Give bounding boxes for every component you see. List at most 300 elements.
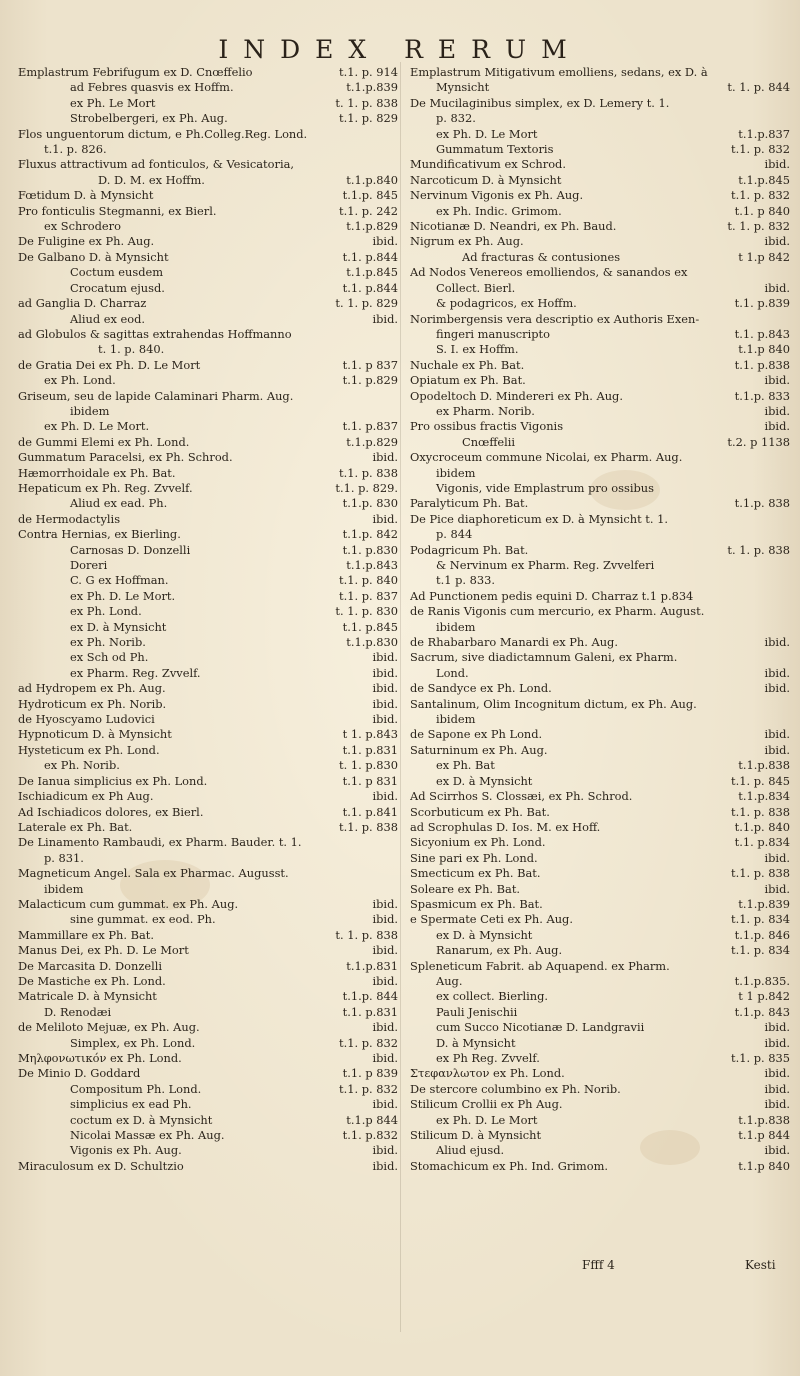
index-entry: [410, 897, 790, 912]
index-entry: [18, 204, 398, 219]
entry-page-reference: t.1. p. 835: [731, 1051, 790, 1065]
entry-name: D. à Mynsicht: [436, 1035, 516, 1050]
index-entry: [18, 851, 398, 866]
entry-name: ex Ph. D. Le Mort.: [44, 419, 150, 434]
entry-name: Flos unguentorum dictum, e Ph.Colleg.Reg. Lond.: [18, 126, 308, 141]
entry-name: Aliud ex ead. Ph.: [70, 496, 168, 511]
index-entry: [410, 173, 790, 188]
index-entry: [18, 774, 398, 789]
entry-page-reference: [394, 342, 398, 357]
entry-name: Hæmorrhoidale ex Ph. Bat.: [18, 465, 176, 480]
entry-name: de Hermodactylis: [18, 511, 121, 526]
index-entry: [18, 250, 398, 265]
index-entry: [410, 234, 790, 249]
entry-page-reference: [786, 650, 790, 665]
entry-page-reference: ibid.: [764, 1143, 790, 1158]
index-entry: [18, 96, 398, 111]
index-entry: [18, 1128, 398, 1143]
index-entry: [18, 1066, 398, 1081]
entry-page-reference: t. 1. p.830: [339, 758, 398, 773]
index-entry: [18, 1159, 398, 1174]
index-entry: [18, 1113, 398, 1128]
entry-name: Laterale ex Ph. Bat.: [18, 819, 133, 834]
entry-name: De stercore columbino ex Ph. Norib.: [410, 1081, 621, 1096]
index-entry: [18, 589, 398, 604]
entry-page-reference: [786, 589, 790, 604]
entry-page-reference: [394, 327, 398, 342]
index-entry: [410, 1051, 790, 1066]
entry-name: de Gummi Elemi ex Ph. Lond.: [18, 434, 190, 449]
index-entry: [18, 1005, 398, 1020]
index-entry: [18, 743, 398, 758]
entry-page-reference: [786, 450, 790, 465]
index-entry: [410, 1036, 790, 1051]
entry-name: de Meliloto Mejuæ, ex Ph. Aug.: [18, 1020, 200, 1035]
entry-name: Nervinum Vigonis ex Ph. Aug.: [410, 188, 584, 203]
index-entry: [18, 912, 398, 927]
entry-name: Hysteticum ex Ph. Lond.: [18, 742, 160, 757]
index-entry: [410, 358, 790, 373]
index-entry: [410, 928, 790, 943]
entry-name: Ad fracturas & contusiones: [462, 249, 621, 264]
entry-name: coctum ex D. à Mynsicht: [70, 1112, 213, 1127]
entry-name: S. I. ex Hoffm.: [436, 342, 519, 357]
entry-name: Vigonis, vide Emplastrum pro ossibus: [436, 480, 654, 495]
entry-page-reference: t.1. p. 838: [339, 819, 398, 834]
entry-page-reference: t.1. p 839: [342, 1066, 398, 1081]
entry-page-reference: ibid.: [764, 850, 790, 865]
page-title: INDEX RERUM: [218, 35, 582, 64]
entry-page-reference: [786, 697, 790, 712]
entry-name: Malacticum cum gummat. ex Ph. Aug.: [18, 896, 239, 911]
index-entry: [18, 805, 398, 820]
entry-page-reference: t.1. p.843: [734, 326, 790, 341]
index-entry: [410, 589, 790, 604]
entry-page-reference: ibid.: [372, 665, 398, 680]
entry-name: de Hyoscyamo Ludovici: [18, 712, 155, 727]
entry-name: ex Pharm. Norib.: [436, 403, 535, 418]
entry-page-reference: t.1. p. 829.: [335, 480, 398, 495]
entry-page-reference: t.1. p. 834: [731, 912, 790, 927]
entry-page-reference: t. 1. p. 844: [727, 80, 790, 95]
entry-name: Sine pari ex Ph. Lond.: [410, 850, 538, 865]
entry-name: Stilicum Crollii ex Ph Aug.: [410, 1097, 563, 1112]
entry-page-reference: t 1 p.842: [738, 989, 790, 1004]
entry-page-reference: t. 1. p. 838: [335, 95, 398, 110]
entry-name: Nicolai Massæ ex Ph. Aug.: [70, 1128, 225, 1143]
entry-page-reference: t.1. p. 837: [339, 588, 398, 603]
entry-page-reference: t.1. p.839: [734, 296, 790, 311]
entry-name: C. G ex Hoffman.: [70, 573, 169, 588]
entry-page-reference: ibid.: [764, 280, 790, 295]
index-entry: [18, 127, 398, 142]
entry-page-reference: ibid.: [372, 1158, 398, 1173]
index-entry: [18, 157, 398, 172]
entry-name: Matricale D. à Mynsicht: [18, 989, 157, 1004]
index-entry: [410, 1005, 790, 1020]
entry-page-reference: t.1. p.829: [342, 373, 398, 388]
index-entry: [410, 1113, 790, 1128]
entry-page-reference: t.1. p. 845: [731, 773, 790, 788]
entry-name: Carnosas D. Donzelli: [70, 542, 191, 557]
index-entry: [410, 697, 790, 712]
entry-page-reference: ibid.: [764, 681, 790, 696]
index-entry: [18, 959, 398, 974]
entry-page-reference: ibid.: [764, 1066, 790, 1081]
index-entry: [410, 989, 790, 1004]
index-entry: [410, 111, 790, 126]
index-entry: [18, 1097, 398, 1112]
entry-page-reference: ibid.: [372, 1097, 398, 1112]
index-entry: [410, 1082, 790, 1097]
entry-page-reference: t.1. p.830: [342, 542, 398, 557]
entry-page-reference: t.1. p.838: [734, 357, 790, 372]
index-entry: [18, 373, 398, 388]
index-entry: [410, 527, 790, 542]
index-entry: [410, 758, 790, 773]
index-entry: [410, 373, 790, 388]
entry-page-reference: ibid.: [764, 727, 790, 742]
entry-name: de Ranis Vigonis cum mercurio, ex Pharm. August.: [410, 604, 705, 619]
entry-name: Emplastrum Febrifugum ex D. Cnœffelio: [18, 65, 253, 79]
index-entry: [410, 265, 790, 280]
entry-name: ad Febres quasvis ex Hoffm.: [70, 80, 234, 95]
entry-name: Sicyonium ex Ph. Lond.: [410, 835, 546, 850]
entry-page-reference: t.1. p.834: [734, 835, 790, 850]
entry-name: Fluxus attractivum ad fonticulos, & Vesicatoria,: [18, 157, 294, 172]
entry-name: De Marcasita D. Donzelli: [18, 958, 163, 973]
index-entry: [410, 573, 790, 588]
entry-name: Ischiadicum ex Ph Aug.: [18, 789, 154, 804]
index-entry: [410, 851, 790, 866]
entry-name: ex Ph. Indic. Grimom.: [436, 203, 562, 218]
entry-name: De Fuligine ex Ph. Aug.: [18, 234, 155, 249]
entry-page-reference: ibid.: [372, 1020, 398, 1035]
index-entry: [18, 327, 398, 342]
entry-name: sine gummat. ex eod. Ph.: [70, 912, 216, 927]
entry-name: de Gratia Dei ex Ph. D. Le Mort: [18, 357, 201, 372]
entry-page-reference: [394, 866, 398, 881]
index-entry: [18, 234, 398, 249]
entry-name: Narcoticum D. à Mynsicht: [410, 172, 562, 187]
entry-name: ex Ph. Lond.: [70, 604, 142, 619]
index-entry: [18, 727, 398, 742]
entry-name: Nicotianæ D. Neandri, ex Ph. Baud.: [410, 219, 617, 234]
entry-name: ex Sch od Ph.: [70, 650, 149, 665]
entry-name: Opiatum ex Ph. Bat.: [410, 373, 526, 388]
entry-name: Ad Ischiadicos dolores, ex Bierl.: [18, 804, 204, 819]
entry-page-reference: ibid.: [764, 1035, 790, 1050]
entry-page-reference: ibid.: [372, 1051, 398, 1065]
entry-page-reference: [786, 712, 790, 727]
index-entry: [410, 743, 790, 758]
entry-name: Spleneticum Fabrit. ab Aquapend. ex Pharm.: [410, 958, 670, 973]
entry-name: Spasmicum ex Ph. Bat.: [410, 896, 543, 911]
entry-name: Miraculosum ex D. Schultzio: [18, 1158, 184, 1173]
entry-name: t.1. p. 826.: [44, 142, 107, 157]
entry-name: ibidem: [70, 403, 110, 418]
entry-name: & podagricos, ex Hoffm.: [436, 296, 577, 311]
index-entry: [410, 974, 790, 989]
entry-name: ibidem: [436, 619, 476, 634]
entry-name: Hydroticum ex Ph. Norib.: [18, 696, 167, 711]
index-entry: [18, 358, 398, 373]
entry-name: Collect. Bierl.: [436, 280, 516, 295]
entry-page-reference: t.1.p.834: [738, 789, 790, 804]
index-entry: [18, 188, 398, 203]
index-entry: [18, 866, 398, 881]
entry-name: De Minio D. Goddard: [18, 1066, 141, 1081]
entry-name: ibidem: [436, 465, 476, 480]
entry-page-reference: t.1.p. 843: [734, 1004, 790, 1019]
entry-name: Στεφανλωτον ex Ph. Lond.: [410, 1066, 565, 1081]
entry-name: Ad Scirrhos S. Clossæi, ex Ph. Schrod.: [410, 789, 633, 804]
entry-page-reference: t.1.p.838: [738, 1112, 790, 1127]
index-entry: [410, 835, 790, 850]
entry-name: ex D. à Mynsicht: [436, 773, 533, 788]
entry-page-reference: ibid.: [372, 234, 398, 249]
entry-page-reference: t.1.p.830: [346, 635, 398, 650]
index-entry: [18, 712, 398, 727]
index-entry: [410, 142, 790, 157]
entry-page-reference: t 1.p 842: [738, 249, 790, 264]
entry-page-reference: t.1.p. 833: [734, 388, 790, 403]
index-entry: [410, 543, 790, 558]
entry-page-reference: ibid.: [764, 373, 790, 388]
entry-page-reference: t.1.p.840: [346, 172, 398, 187]
entry-name: p. 831.: [44, 850, 84, 865]
index-entry: [410, 435, 790, 450]
entry-name: Coctum eusdem: [70, 265, 164, 280]
index-entry: [410, 312, 790, 327]
entry-name: ex D. à Mynsicht: [70, 619, 167, 634]
entry-page-reference: ibid.: [764, 1081, 790, 1096]
entry-page-reference: [786, 312, 790, 327]
index-entry: [18, 173, 398, 188]
entry-name: De Pice diaphoreticum ex D. à Mynsicht t. 1.: [410, 511, 668, 526]
entry-name: Emplastrum Mitigativum emolliens, sedans, ex D. à: [410, 65, 708, 79]
entry-page-reference: t.1. p. 832: [339, 1081, 398, 1096]
entry-name: Pauli Jenischii: [436, 1004, 518, 1019]
entry-page-reference: ibid.: [764, 234, 790, 249]
index-entry: [410, 866, 790, 881]
entry-page-reference: t. 1. p. 829: [335, 296, 398, 311]
entry-page-reference: [394, 835, 398, 850]
entry-page-reference: t.1.p.831: [346, 958, 398, 973]
index-entry: [18, 1143, 398, 1158]
entry-name: Nigrum ex Ph. Aug.: [410, 234, 524, 249]
entry-name: ex Ph. D. Le Mort: [436, 1112, 538, 1127]
entry-page-reference: t.1. p.844: [342, 280, 398, 295]
entry-name: Strobelbergeri, ex Ph. Aug.: [70, 111, 228, 126]
index-entry: [410, 666, 790, 681]
index-entry: [410, 1020, 790, 1035]
index-entry: [18, 404, 398, 419]
index-entry: [18, 219, 398, 234]
entry-page-reference: t.1. p. 840: [339, 573, 398, 588]
entry-page-reference: ibid.: [764, 419, 790, 434]
index-entry: [18, 882, 398, 897]
entry-name: p. 844: [436, 527, 473, 542]
entry-name: De Linamento Rambaudi, ex Pharm. Bauder. t. 1.: [18, 835, 302, 850]
entry-page-reference: t.1. p. 832: [731, 142, 790, 157]
entry-name: Griseum, seu de lapide Calaminari Pharm. Aug.: [18, 388, 294, 403]
entry-name: De Mastiche ex Ph. Lond.: [18, 973, 166, 988]
index-entry: [18, 604, 398, 619]
index-entry: [410, 650, 790, 665]
index-entry: [410, 727, 790, 742]
entry-page-reference: t.1. p 831: [342, 773, 398, 788]
entry-page-reference: [394, 127, 398, 142]
entry-page-reference: [394, 157, 398, 172]
index-entry: [18, 666, 398, 681]
entry-name: ex Ph. Le Mort: [70, 95, 156, 110]
index-entry: [18, 111, 398, 126]
index-entry: [410, 805, 790, 820]
index-entry: [18, 697, 398, 712]
entry-page-reference: [786, 265, 790, 280]
entry-page-reference: ibid.: [372, 681, 398, 696]
entry-page-reference: t.1.p.845: [346, 265, 398, 280]
entry-page-reference: t.1. p. 832: [731, 188, 790, 203]
entry-name: Pro ossibus fractis Vigonis: [410, 419, 564, 434]
entry-name: Mundificativum ex Schrod.: [410, 157, 566, 172]
entry-page-reference: t.1.p.835.: [734, 973, 790, 988]
entry-name: Μηλφονωτικόν ex Ph. Lond.: [18, 1051, 182, 1065]
entry-page-reference: t.1. p.832: [342, 1128, 398, 1143]
index-entry: [410, 204, 790, 219]
entry-name: Cnœffelii: [462, 434, 516, 449]
entry-name: simplicius ex ead Ph.: [70, 1097, 192, 1112]
index-entry: [18, 835, 398, 850]
index-entry: [18, 296, 398, 311]
entry-page-reference: t.1.p. 838: [734, 496, 790, 511]
entry-page-reference: ibid.: [372, 650, 398, 665]
index-entry: [18, 142, 398, 157]
index-entry: [18, 1020, 398, 1035]
entry-name: ex Ph. D. Le Mort.: [70, 588, 176, 603]
entry-name: Oxycroceum commune Nicolai, ex Pharm. Aug.: [410, 450, 683, 465]
entry-page-reference: ibid.: [764, 1020, 790, 1035]
index-entry: [410, 65, 790, 80]
entry-page-reference: ibid.: [372, 696, 398, 711]
index-entry: [18, 820, 398, 835]
entry-name: Norimbergensis vera descriptio ex Authoris Exen-: [410, 311, 700, 326]
entry-name: Podagricum Ph. Bat.: [410, 542, 529, 557]
entry-page-reference: t.1.p.829: [346, 219, 398, 234]
index-entry: [410, 188, 790, 203]
index-entry: [410, 558, 790, 573]
entry-name: Gummatum Paracelsi, ex Ph. Schrod.: [18, 450, 233, 465]
index-entry: [18, 789, 398, 804]
index-entry: [410, 1097, 790, 1112]
right-index-column: [410, 65, 790, 1174]
entry-name: Aliud ejusd.: [436, 1143, 505, 1158]
entry-page-reference: ibid.: [372, 789, 398, 804]
index-entry: [18, 80, 398, 95]
entry-name: ad Globulos & sagittas extrahendas Hoffmanno: [18, 326, 292, 341]
entry-name: de Sandyce ex Ph. Lond.: [410, 681, 552, 696]
entry-name: ex Ph Reg. Zvvelf.: [436, 1051, 540, 1065]
entry-name: Smecticum ex Ph. Bat.: [410, 866, 541, 881]
index-entry: [410, 789, 790, 804]
entry-page-reference: [786, 512, 790, 527]
entry-page-reference: ibid.: [764, 742, 790, 757]
entry-page-reference: ibid.: [764, 881, 790, 896]
entry-name: p. 832.: [436, 111, 476, 126]
entry-name: De Mucilaginibus simplex, ex D. Lemery t. 1.: [410, 95, 670, 110]
entry-name: Stilicum D. à Mynsicht: [410, 1128, 542, 1143]
index-entry: [18, 635, 398, 650]
index-entry: [410, 1128, 790, 1143]
catchword: Kesti: [745, 1258, 776, 1272]
index-entry: [18, 281, 398, 296]
entry-name: ibidem: [436, 712, 476, 727]
entry-page-reference: t.1. p. 838: [731, 866, 790, 881]
entry-page-reference: ibid.: [372, 896, 398, 911]
entry-page-reference: ibid.: [764, 403, 790, 418]
entry-page-reference: t.1.p. 844: [342, 989, 398, 1004]
entry-name: De Galbano D. à Mynsicht: [18, 249, 169, 264]
entry-page-reference: ibid.: [764, 157, 790, 172]
entry-page-reference: [786, 481, 790, 496]
index-entry: [18, 758, 398, 773]
entry-page-reference: t.1. p. 834: [731, 943, 790, 958]
index-entry: [410, 481, 790, 496]
entry-name: Gummatum Textoris: [436, 142, 554, 157]
entry-page-reference: t.1.p.839: [738, 896, 790, 911]
entry-page-reference: [786, 111, 790, 126]
entry-page-reference: [786, 96, 790, 111]
entry-name: Soleare ex Ph. Bat.: [410, 881, 521, 896]
entry-name: Ranarum, ex Ph. Aug.: [436, 943, 563, 958]
index-entry: [410, 681, 790, 696]
index-entry: [18, 650, 398, 665]
index-entry: [18, 681, 398, 696]
entry-page-reference: t.1. p 837: [342, 357, 398, 372]
column-gutter: [400, 62, 401, 1332]
entry-page-reference: t.1. p 840: [734, 203, 790, 218]
entry-name: Ad Nodos Venereos emolliendos, & sanandos ex: [410, 265, 688, 280]
index-entry: [18, 265, 398, 280]
entry-name: ad Hydropem ex Ph. Aug.: [18, 681, 166, 696]
index-entry: [410, 466, 790, 481]
entry-page-reference: t.1. p. 838: [731, 804, 790, 819]
entry-name: de Sapone ex Ph Lond.: [410, 727, 543, 742]
index-entry: [410, 389, 790, 404]
index-entry: [410, 219, 790, 234]
index-entry: [410, 1159, 790, 1174]
index-entry: [410, 882, 790, 897]
entry-name: D. Renodæi: [44, 1004, 112, 1019]
entry-page-reference: t.1. p. 838: [339, 465, 398, 480]
index-entry: [410, 342, 790, 357]
index-entry: [18, 496, 398, 511]
entry-page-reference: t.1.p. 840: [734, 819, 790, 834]
entry-name: Aug.: [436, 973, 463, 988]
entry-page-reference: ibid.: [372, 973, 398, 988]
index-entry: [410, 943, 790, 958]
entry-page-reference: [786, 558, 790, 573]
index-entry: [18, 466, 398, 481]
entry-page-reference: t.1. p. 242: [339, 203, 398, 218]
entry-page-reference: t.1. p. 829: [339, 111, 398, 126]
entry-name: Contra Hernias, ex Bierling.: [18, 527, 181, 542]
index-entry: [410, 296, 790, 311]
index-entry: [18, 527, 398, 542]
entry-page-reference: [786, 959, 790, 974]
entry-name: ex Ph. Bat: [436, 758, 495, 773]
